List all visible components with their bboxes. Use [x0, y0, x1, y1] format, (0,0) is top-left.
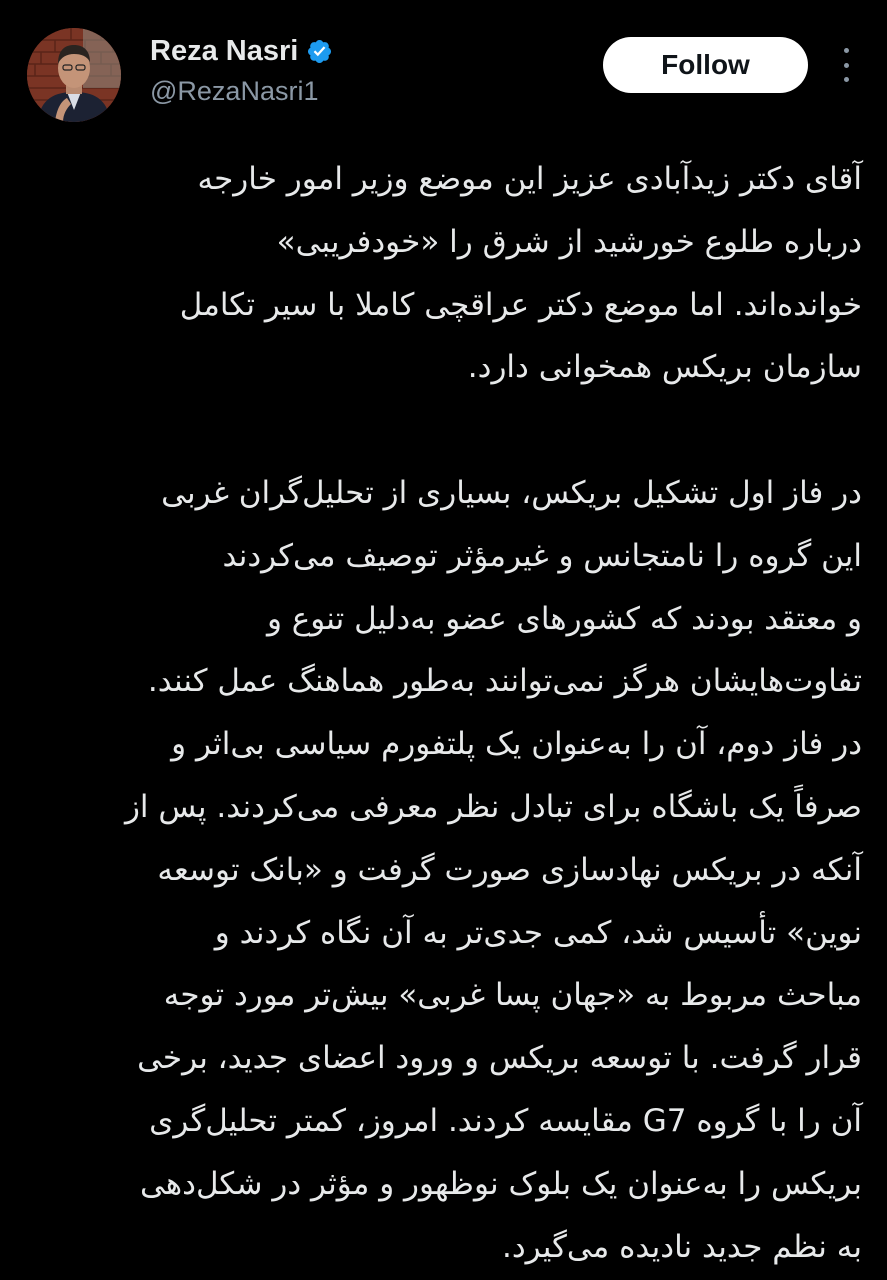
more-dot [844, 48, 849, 53]
tweet-header [0, 0, 887, 140]
more-dot [844, 77, 849, 82]
follow-button[interactable]: Follow [603, 37, 808, 93]
profile-photo [27, 28, 121, 122]
tweet-line: خوانده‌اند. اما موضع دکتر عراقچی کاملا با سیر تکامل [179, 286, 862, 323]
tweet-line: و معتقد بودند که کشورهای عضو به‌دلیل تنوع و [266, 600, 862, 637]
tweet-line: این گروه را نامتجانس و غیرمؤثر توصیف می‌کردند [222, 537, 862, 574]
tweet-line: تفاوت‌هایشان هرگز نمی‌توانند به‌طور هماهنگ عمل کنند. [147, 663, 862, 700]
tweet-paragraph-2 [40, 462, 862, 1278]
tweet-text [40, 148, 862, 1278]
tweet-paragraph-1 [40, 148, 862, 399]
tweet-line: نوین» تأسیس شد، کمی جدی‌تر به آن نگاه کردند و [214, 914, 862, 951]
avatar[interactable] [27, 28, 121, 122]
tweet-line: مباحث مربوط به «جهان پسا غربی» بیش‌تر مورد توجه [163, 977, 862, 1014]
tweet-line: قرار گرفت. با توسعه بریکس و ورود اعضای جدید، برخی [137, 1040, 862, 1077]
tweet-line: صرفاً یک باشگاه برای تبادل نظر معرفی می‌کردند. پس از [124, 788, 862, 825]
paragraph-gap [40, 399, 862, 462]
more-vertical-icon[interactable] [832, 48, 860, 82]
tweet-line: بریکس را به‌عنوان یک بلوک نوظهور و مؤثر در شکل‌دهی [139, 1165, 862, 1202]
tweet-line: درباره طلوع خورشید از شرق را «خودفریبی» [276, 223, 862, 260]
verified-badge-icon[interactable] [306, 38, 333, 65]
author-name-row [150, 33, 333, 69]
tweet-line: به نظم جدید نادیده می‌گیرد. [501, 1228, 862, 1265]
tweet-line: در فاز اول تشکیل بریکس، بسیاری از تحلیل‌گران غربی [161, 474, 862, 511]
tweet-line: سازمان بریکس همخوانی دارد. [467, 349, 862, 386]
tweet-line: آن را با گروه G7 مقایسه کردند. امروز، کمتر تحلیل‌گری [149, 1102, 862, 1139]
tweet-line: آنکه در بریکس نهادسازی صورت گرفت و «بانک توسعه [157, 851, 862, 888]
more-dot [844, 63, 849, 68]
tweet-line: آقای دکتر زیدآبادی عزیز این موضع وزیر امور خارجه [197, 161, 862, 197]
author-handle[interactable]: @RezaNasri1 [150, 76, 319, 106]
author-display-name[interactable]: Reza Nasri [150, 34, 299, 67]
tweet-line: در فاز دوم، آن را به‌عنوان یک پلتفورم سیاسی بی‌اثر و [171, 726, 862, 763]
